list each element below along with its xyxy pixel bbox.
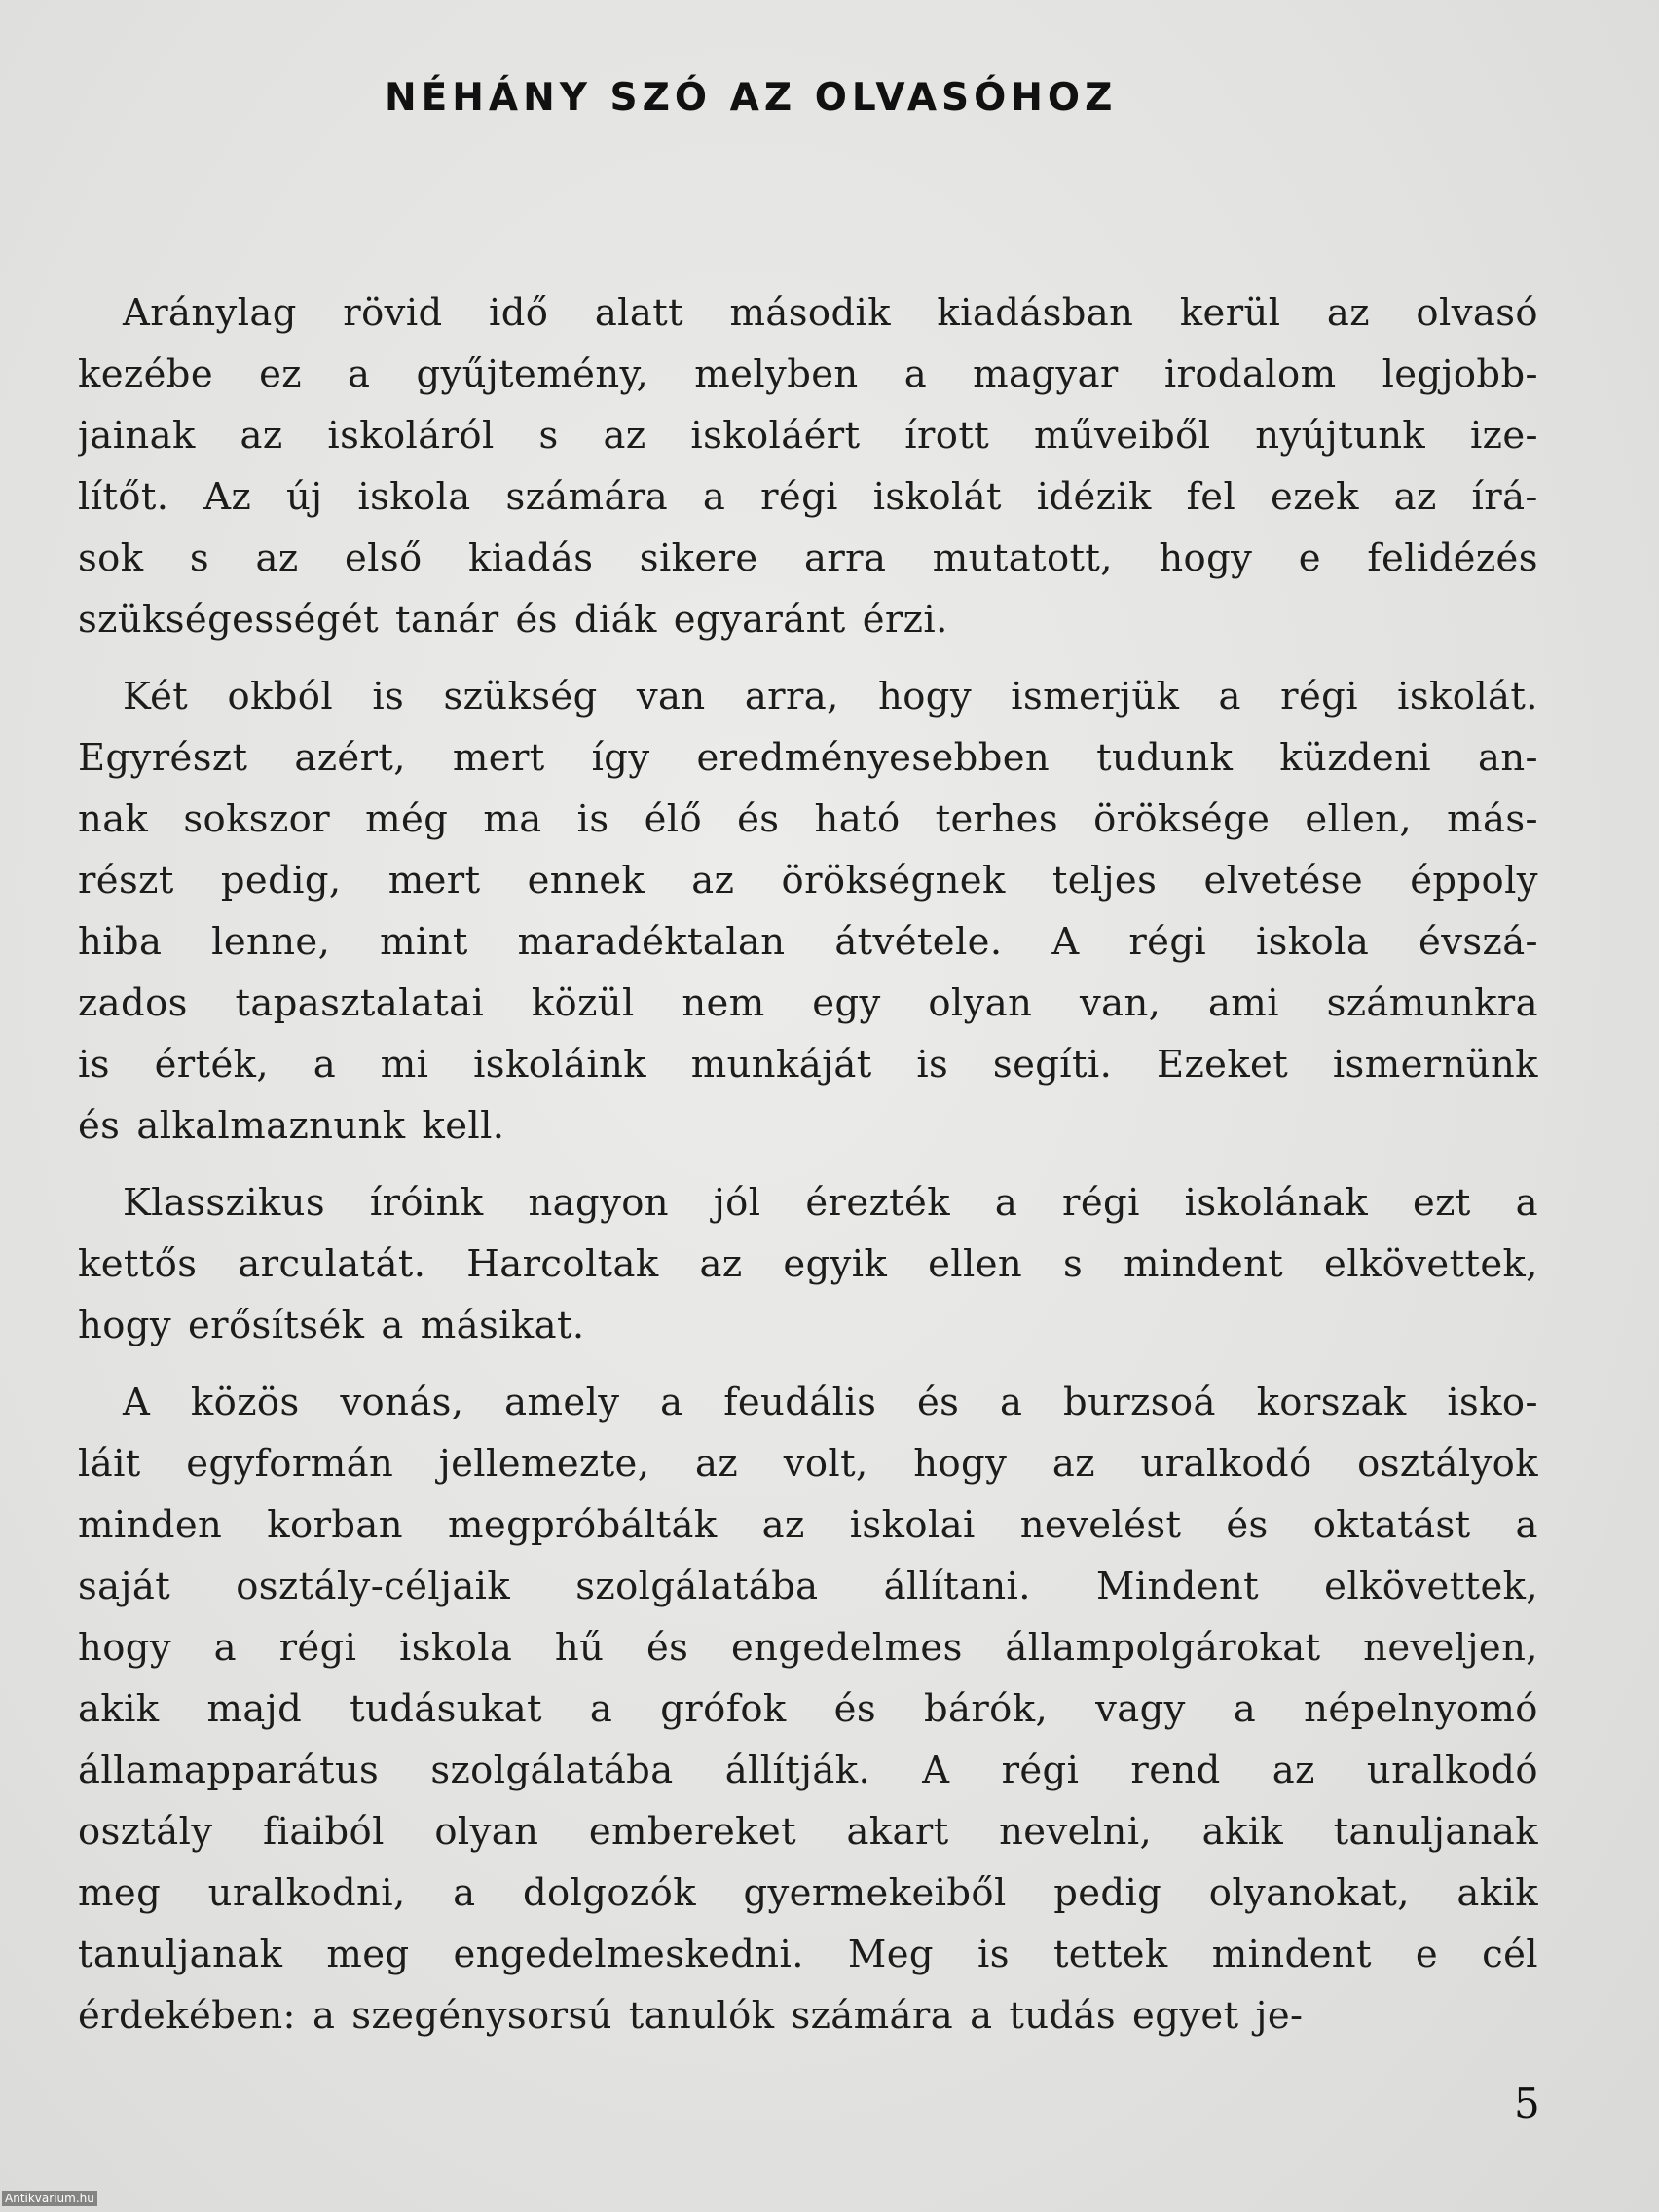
paragraph xyxy=(78,666,1538,1157)
word: a xyxy=(453,1871,476,1915)
word: gyűjtemény, xyxy=(416,352,649,396)
word: régi xyxy=(1280,675,1358,719)
word: vonás, xyxy=(340,1381,464,1424)
word: iskoláért xyxy=(690,414,861,458)
word: akart xyxy=(846,1810,949,1854)
word: és xyxy=(737,797,780,841)
word: is xyxy=(576,797,609,841)
word: átvétele. xyxy=(834,920,1003,964)
word: olyanokat, xyxy=(1208,1871,1410,1915)
word: iskolát. xyxy=(1397,675,1538,719)
word: nevelést xyxy=(1019,1503,1182,1547)
word: tanulók xyxy=(628,1994,775,2038)
word: tanuljanak xyxy=(1333,1810,1538,1854)
word: A xyxy=(922,1749,950,1792)
word: Ezeket xyxy=(1156,1043,1289,1087)
word: cél xyxy=(1482,1933,1538,1976)
word: és xyxy=(645,1626,689,1670)
word: évszá- xyxy=(1419,920,1538,964)
text-line xyxy=(78,405,1538,466)
word: idő xyxy=(489,291,549,335)
word: szükség xyxy=(443,675,598,719)
word: és xyxy=(1226,1503,1269,1547)
word: nyújtunk xyxy=(1255,414,1426,458)
word: a xyxy=(348,352,371,396)
word: az xyxy=(603,414,646,458)
word: állítják. xyxy=(724,1749,871,1792)
word: iskola xyxy=(1255,920,1370,964)
word: gyermekeiből xyxy=(743,1871,1007,1915)
word: engedelmeskedni. xyxy=(453,1933,804,1976)
word: új xyxy=(285,475,323,519)
word: a xyxy=(702,475,726,519)
word: diák xyxy=(573,598,657,642)
word: an- xyxy=(1477,736,1538,780)
word: teljes xyxy=(1051,859,1158,903)
word: embereket xyxy=(588,1810,796,1854)
word: sok xyxy=(78,536,144,580)
word: korszak xyxy=(1256,1381,1407,1424)
word: elkövettek, xyxy=(1324,1242,1538,1286)
word: még xyxy=(365,797,449,841)
page-title: NÉHÁNY SZÓ AZ OLVASÓHOZ xyxy=(385,76,1118,120)
word: ellen xyxy=(928,1242,1023,1286)
word: a xyxy=(313,1043,337,1087)
word: élő xyxy=(644,797,703,841)
word: ható xyxy=(814,797,901,841)
word: ellen, xyxy=(1305,797,1413,841)
word: és xyxy=(916,1381,960,1424)
word: iskolát xyxy=(872,475,1002,519)
word: ezt xyxy=(1413,1181,1471,1225)
word: érdekében: xyxy=(78,1994,296,2038)
word: a xyxy=(994,1181,1018,1225)
word: részt xyxy=(78,859,174,903)
word: érték, xyxy=(154,1043,269,1087)
word: egyet xyxy=(1132,1994,1239,2038)
word: mutatott, xyxy=(932,536,1113,580)
word: második xyxy=(729,291,891,335)
text-line xyxy=(78,1372,1538,1433)
word: e xyxy=(1415,1933,1439,1976)
word: terhes xyxy=(935,797,1058,841)
word: erősítsék xyxy=(187,1304,365,1347)
word: osztályok xyxy=(1357,1442,1538,1486)
word: szolgálatába xyxy=(575,1565,819,1608)
word: minden xyxy=(78,1503,223,1547)
text-line xyxy=(78,973,1538,1034)
page-number: 5 xyxy=(1514,2080,1540,2127)
text-line xyxy=(78,1295,1538,1356)
word: mindent xyxy=(1124,1242,1284,1286)
word: népelnyomó xyxy=(1304,1687,1538,1731)
word: Klasszikus xyxy=(123,1181,326,1225)
text-line xyxy=(78,1678,1538,1740)
text-line xyxy=(78,1862,1538,1924)
word: az xyxy=(691,859,735,903)
word: iskolának xyxy=(1184,1181,1369,1225)
watermark: Antikvarium.hu xyxy=(2,2191,97,2206)
word: mindent xyxy=(1211,1933,1372,1976)
word: hogy xyxy=(1159,536,1253,580)
word: másikat. xyxy=(420,1304,585,1347)
word: ismernünk xyxy=(1332,1043,1538,1087)
word: rövid xyxy=(343,291,443,335)
word: fel xyxy=(1186,475,1236,519)
word: nem xyxy=(682,981,765,1025)
word: egyformán xyxy=(186,1442,394,1486)
word: ma xyxy=(483,797,542,841)
word: saját xyxy=(78,1565,171,1608)
word: s xyxy=(1063,1242,1084,1286)
word: mert xyxy=(452,736,545,780)
text-line xyxy=(78,789,1538,850)
text-line xyxy=(78,1494,1538,1556)
word: vagy xyxy=(1095,1687,1186,1731)
word: kezébe xyxy=(78,352,214,396)
word: örökségnek xyxy=(781,859,1006,903)
word: van xyxy=(636,675,706,719)
word: egyik xyxy=(783,1242,888,1286)
word: feudális xyxy=(723,1381,877,1424)
word: Két xyxy=(123,675,189,719)
word: az xyxy=(699,1242,743,1286)
word: kerül xyxy=(1179,291,1281,335)
text-line xyxy=(78,850,1538,911)
word: olyan xyxy=(928,981,1033,1025)
word: az xyxy=(761,1503,805,1547)
word: engedelmes xyxy=(730,1626,963,1670)
word: hogy xyxy=(878,675,973,719)
word: korban xyxy=(267,1503,403,1547)
word: elvetése xyxy=(1203,859,1364,903)
word: tudásukat xyxy=(350,1687,542,1731)
text-line xyxy=(78,1985,1538,2046)
word: állítani. xyxy=(883,1565,1031,1608)
word: szegénysorsú xyxy=(351,1994,612,2038)
text-line xyxy=(78,466,1538,528)
word: uralkodni, xyxy=(207,1871,406,1915)
word: irodalom xyxy=(1163,352,1337,396)
word: régi xyxy=(278,1626,357,1670)
paragraph xyxy=(78,282,1538,650)
word: Mindent xyxy=(1096,1565,1260,1608)
word: segíti. xyxy=(992,1043,1113,1087)
word: műveiből xyxy=(1033,414,1211,458)
word: az xyxy=(240,414,283,458)
word: ez xyxy=(259,352,302,396)
text-line xyxy=(78,1234,1538,1295)
word: fiaiból xyxy=(263,1810,385,1854)
body-text xyxy=(78,282,1538,2062)
word: s xyxy=(189,536,210,580)
word: egy xyxy=(812,981,881,1025)
word: sokszor xyxy=(183,797,331,841)
word: iskoláról xyxy=(327,414,495,458)
word: a xyxy=(589,1687,613,1731)
word: okból xyxy=(227,675,334,719)
word: elkövettek, xyxy=(1324,1565,1538,1608)
word: alkalmaznunk xyxy=(136,1104,406,1148)
word: írott xyxy=(904,414,990,458)
word: azért, xyxy=(294,736,406,780)
word: Harcoltak xyxy=(466,1242,659,1286)
paragraph xyxy=(78,1172,1538,1356)
text-line xyxy=(78,344,1538,405)
word: mert xyxy=(387,859,481,903)
word: egyaránt xyxy=(673,598,846,642)
word: is xyxy=(78,1043,110,1087)
word: a xyxy=(1233,1687,1257,1731)
text-line xyxy=(78,1172,1538,1234)
word: magyar xyxy=(973,352,1119,396)
paragraph xyxy=(78,1372,1538,2046)
word: ezek xyxy=(1271,475,1359,519)
word: idézik xyxy=(1036,475,1152,519)
word: Az xyxy=(203,475,252,519)
text-line xyxy=(78,1801,1538,1862)
word: arculatát. xyxy=(238,1242,426,1286)
word: alatt xyxy=(594,291,683,335)
word: A xyxy=(123,1381,151,1424)
word: oktatást xyxy=(1312,1503,1471,1547)
word: tudunk xyxy=(1096,736,1234,780)
word: akik xyxy=(78,1687,160,1731)
word: s xyxy=(538,414,559,458)
text-line xyxy=(78,1924,1538,1985)
word: dolgozók xyxy=(522,1871,696,1915)
word: iskola xyxy=(399,1626,513,1670)
word: az xyxy=(695,1442,739,1486)
word: neveljen, xyxy=(1363,1626,1538,1670)
word: megpróbálták xyxy=(448,1503,718,1547)
word: volt, xyxy=(783,1442,868,1486)
word: ize- xyxy=(1469,414,1538,458)
word: is xyxy=(372,675,405,719)
text-line xyxy=(78,727,1538,789)
word: burzsoá xyxy=(1063,1381,1216,1424)
word: jainak xyxy=(78,414,196,458)
word: az xyxy=(1051,1442,1095,1486)
word: kettős xyxy=(78,1242,198,1286)
word: jól xyxy=(713,1181,761,1225)
word: hogy xyxy=(913,1442,1008,1486)
word: a xyxy=(1515,1181,1538,1225)
word: kiadás xyxy=(468,536,594,580)
word: íróink xyxy=(369,1181,484,1225)
word: Egyrészt xyxy=(78,736,248,780)
word: régi xyxy=(1128,920,1207,964)
word: a xyxy=(1515,1503,1538,1547)
word: melyben xyxy=(694,352,859,396)
word: amely xyxy=(504,1381,620,1424)
word: is xyxy=(916,1043,949,1087)
word: mi xyxy=(380,1043,429,1087)
word: és xyxy=(78,1104,121,1148)
word: rend xyxy=(1130,1749,1221,1792)
word: a xyxy=(660,1381,683,1424)
word: hű xyxy=(554,1626,605,1670)
word: jellemezte, xyxy=(438,1442,650,1486)
word: tanár xyxy=(394,598,499,642)
word: pedig, xyxy=(220,859,342,903)
word: a xyxy=(970,1994,993,2038)
word: közül xyxy=(531,981,635,1025)
word: grófok xyxy=(660,1687,787,1731)
word: érzi. xyxy=(862,598,948,642)
word: szükségességét xyxy=(78,598,379,642)
word: az xyxy=(255,536,299,580)
word: iskola xyxy=(357,475,471,519)
word: állampolgárokat xyxy=(1005,1626,1321,1670)
text-line xyxy=(78,666,1538,727)
word: arra xyxy=(804,536,887,580)
word: államapparátus xyxy=(78,1749,380,1792)
word: tapasztalatai xyxy=(235,981,485,1025)
word: első xyxy=(344,536,423,580)
word: kell. xyxy=(422,1104,505,1148)
word: bárók, xyxy=(923,1687,1049,1731)
word: meg xyxy=(78,1871,162,1915)
text-line xyxy=(78,1617,1538,1678)
word: zados xyxy=(78,981,188,1025)
word: tanuljanak xyxy=(78,1933,283,1976)
word: az xyxy=(1393,475,1437,519)
word: ismerjük xyxy=(1011,675,1180,719)
word: ennek xyxy=(527,859,645,903)
word: nevelni, xyxy=(999,1810,1153,1854)
text-line xyxy=(78,282,1538,344)
text-line xyxy=(78,528,1538,589)
word: eredményesebben xyxy=(696,736,1051,780)
word: osztály xyxy=(78,1810,213,1854)
word: uralkodó xyxy=(1140,1442,1312,1486)
word: a xyxy=(213,1626,237,1670)
word: e xyxy=(1298,536,1321,580)
text-line xyxy=(78,589,1538,650)
word: mint xyxy=(380,920,468,964)
word: akik xyxy=(1201,1810,1284,1854)
word: küzdeni xyxy=(1279,736,1432,780)
word: így xyxy=(591,736,650,780)
word: hiba xyxy=(78,920,163,964)
word: is xyxy=(977,1933,1010,1976)
word: akik xyxy=(1456,1871,1538,1915)
word: munkáját xyxy=(690,1043,872,1087)
word: a xyxy=(1218,675,1241,719)
word: pedig xyxy=(1053,1871,1162,1915)
word: maradéktalan xyxy=(517,920,786,964)
word: lenne, xyxy=(211,920,331,964)
word: a xyxy=(999,1381,1023,1424)
word: osztály-céljaik xyxy=(236,1565,511,1608)
word: nagyon xyxy=(528,1181,669,1225)
word: sikere xyxy=(639,536,758,580)
word: régi xyxy=(760,475,838,519)
word: a xyxy=(903,352,928,396)
word: lítőt. xyxy=(78,475,169,519)
word: írá- xyxy=(1471,475,1538,519)
word: hogy xyxy=(78,1304,171,1347)
word: láit xyxy=(78,1442,141,1486)
word: olyan xyxy=(434,1810,539,1854)
word: A xyxy=(1051,920,1080,964)
word: majd xyxy=(206,1687,303,1731)
word: érezték xyxy=(805,1181,950,1225)
word: Aránylag xyxy=(123,291,297,335)
word: ami xyxy=(1207,981,1279,1025)
text-line xyxy=(78,911,1538,973)
word: tettek xyxy=(1052,1933,1168,1976)
text-line xyxy=(78,1556,1538,1617)
word: éppoly xyxy=(1410,859,1538,903)
word: arra, xyxy=(744,675,839,719)
word: meg xyxy=(326,1933,410,1976)
word: felidézés xyxy=(1367,536,1538,580)
word: az xyxy=(1326,291,1370,335)
word: tudás xyxy=(1009,1994,1117,2038)
word: és xyxy=(515,598,558,642)
word: a xyxy=(312,1994,336,2038)
word: számára xyxy=(791,1994,954,2038)
word: van, xyxy=(1079,981,1161,1025)
word: iskoláink xyxy=(473,1043,646,1087)
word: hogy xyxy=(78,1626,171,1670)
word: iskolai xyxy=(849,1503,976,1547)
text-line xyxy=(78,1095,1538,1157)
word: közös xyxy=(190,1381,300,1424)
word: je- xyxy=(1255,1994,1304,2038)
word: az xyxy=(1272,1749,1315,1792)
text-line xyxy=(78,1740,1538,1801)
word: legjobb- xyxy=(1382,352,1538,396)
word: más- xyxy=(1447,797,1538,841)
word: Meg xyxy=(847,1933,934,1976)
text-line xyxy=(78,1034,1538,1095)
word: a xyxy=(381,1304,404,1347)
word: számára xyxy=(505,475,669,519)
word: öröksége xyxy=(1093,797,1271,841)
word: régi xyxy=(1001,1749,1080,1792)
word: szolgálatába xyxy=(430,1749,674,1792)
word: kiadásban xyxy=(937,291,1134,335)
word: uralkodó xyxy=(1366,1749,1538,1792)
word: számunkra xyxy=(1326,981,1538,1025)
word: nak xyxy=(78,797,149,841)
word: régi xyxy=(1062,1181,1140,1225)
text-line xyxy=(78,1433,1538,1494)
word: olvasó xyxy=(1416,291,1538,335)
word: isko- xyxy=(1447,1381,1538,1424)
word: és xyxy=(833,1687,876,1731)
